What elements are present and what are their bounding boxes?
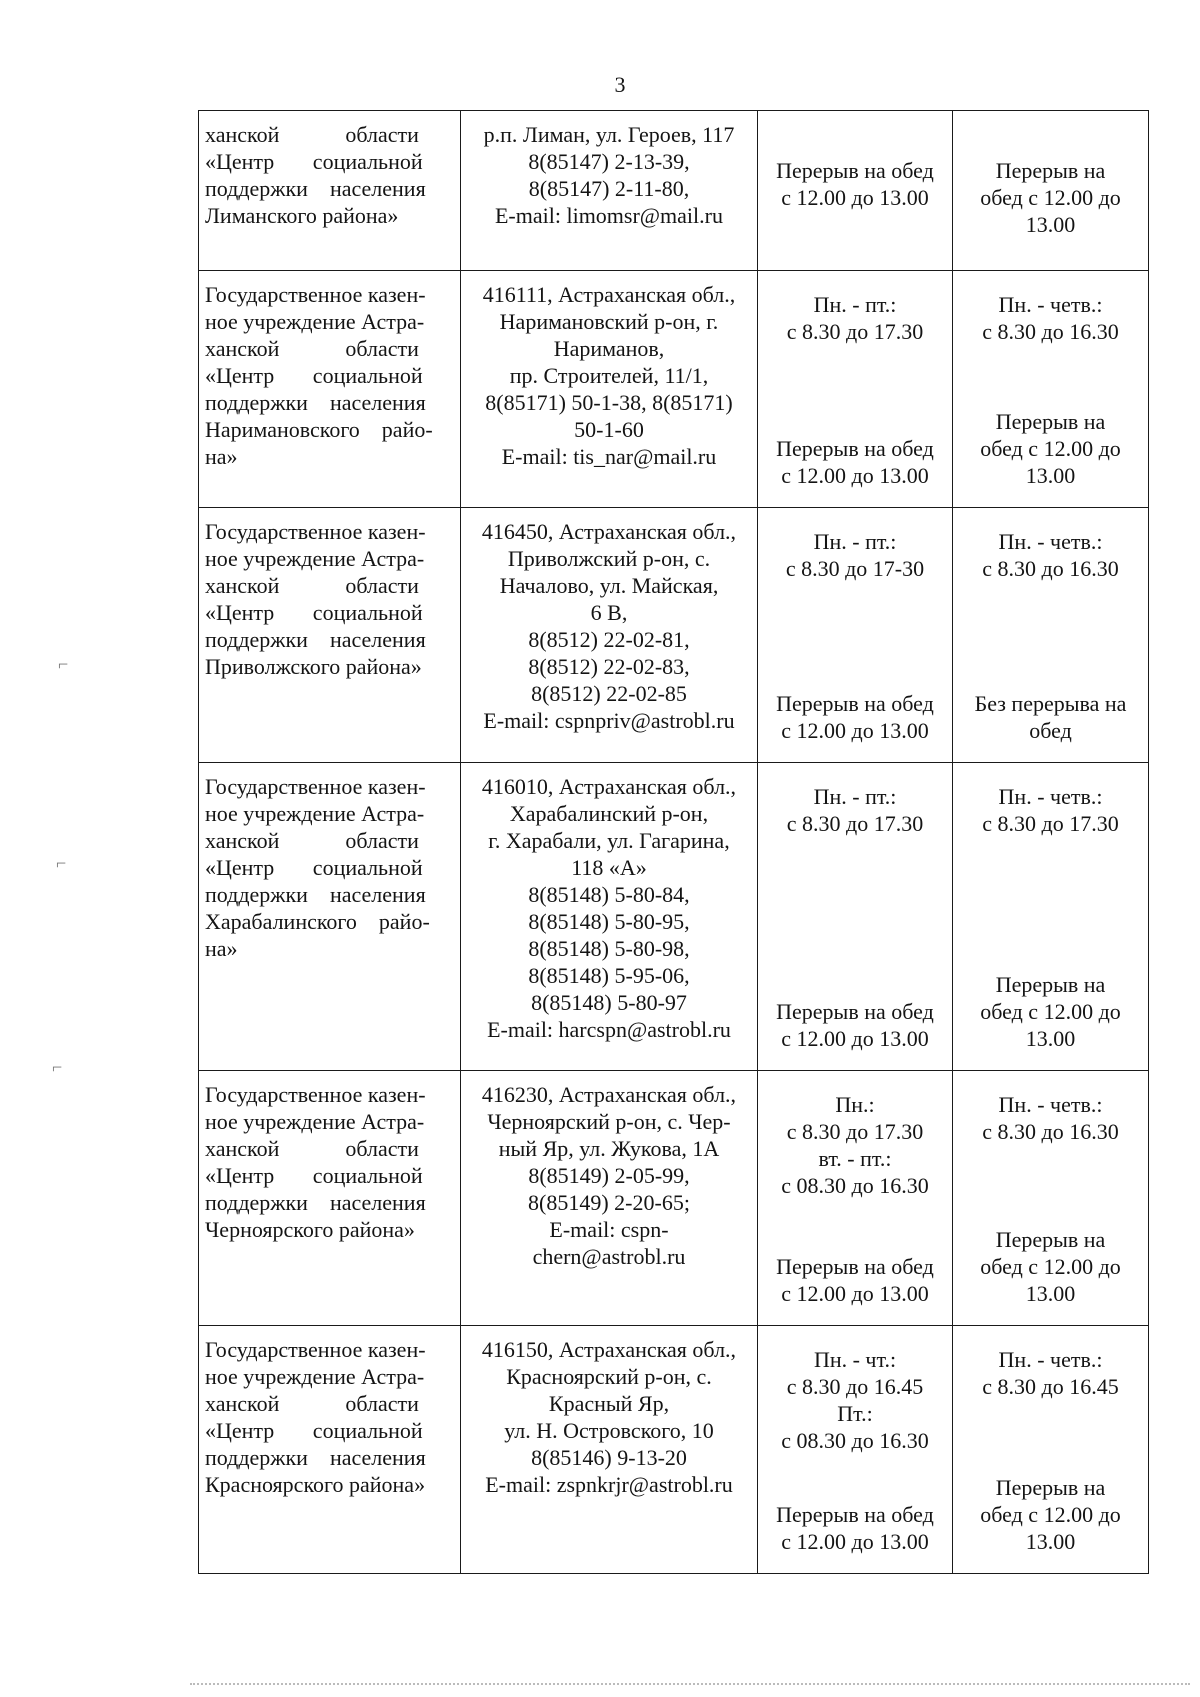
lunch-line: с 12.00 до 13.00: [781, 1281, 929, 1306]
address-cell: [461, 111, 758, 271]
lunch-line: Перерыв на обед: [776, 999, 934, 1024]
schedule-line: Пн.:: [835, 1092, 875, 1117]
working-hours-cell-content: [764, 281, 946, 499]
schedule-line: Пн. - пт.:: [813, 292, 897, 317]
schedule-line: с 8.30 до 17.30: [786, 1119, 924, 1144]
lunch-line: обед: [1029, 718, 1072, 743]
organization-line: Государственное казен-: [205, 282, 426, 307]
organization-line: «Центр социальной: [205, 363, 423, 388]
address-cell: [461, 763, 758, 1071]
address-line: Черноярский р-он, с. Чер-: [487, 1109, 731, 1134]
organization-line: поддержки населения: [205, 1190, 426, 1215]
lunch-line: обед с 12.00 до: [980, 436, 1121, 461]
schedule-line: с 08.30 до 16.30: [781, 1428, 929, 1453]
table-row: [199, 1326, 1149, 1574]
lunch-line: Перерыв на обед: [776, 1254, 934, 1279]
organization-line: Приволжского района»: [205, 654, 422, 679]
schedule-line: Пн. - пт.:: [813, 784, 897, 809]
lunch-line: Перерыв на: [995, 409, 1106, 434]
lunch-block: [959, 971, 1142, 1062]
organization-line: поддержки населения: [205, 627, 426, 652]
address-line: 8(85148) 5-80-84,: [528, 882, 690, 907]
address-line: 416111, Астраханская обл.,: [482, 282, 736, 307]
lunch-line: обед с 12.00 до: [980, 1254, 1121, 1279]
lunch-line: Перерыв на: [995, 972, 1106, 997]
schedule-line: с 8.30 до 16.45: [786, 1374, 924, 1399]
address-line: E-mail: limomsr@mail.ru: [494, 203, 723, 228]
organization-line: Государственное казен-: [205, 1082, 426, 1107]
address-line: пр. Строителей, 11/1,: [509, 363, 709, 388]
lunch-line: Перерыв на обед: [776, 436, 934, 461]
address-line: г. Харабали, ул. Гагарина,: [488, 828, 730, 853]
organization-line: поддержки населения: [205, 1445, 426, 1470]
address-line: 416450, Астраханская обл.,: [481, 519, 737, 544]
reception-hours-cell-content: [959, 1336, 1142, 1565]
schedule-block: [959, 281, 1142, 345]
address-line: Красный Яр,: [548, 1391, 670, 1416]
address-line: 8(85148) 5-80-97: [531, 990, 687, 1015]
organization-line: ханской области: [205, 573, 419, 598]
organization-line: на»: [205, 444, 238, 469]
address-line: chern@astrobl.ru: [532, 1244, 686, 1269]
schedule-block: [959, 1336, 1142, 1400]
lunch-line: 13.00: [1025, 463, 1076, 488]
schedule-block: [764, 1336, 946, 1454]
address-line: 8(85149) 2-05-99,: [528, 1163, 690, 1188]
schedule-line: вт. - пт.:: [818, 1146, 892, 1171]
address-line: Приволжский р-он, с.: [507, 546, 711, 571]
lunch-line: Перерыв на обед: [776, 691, 934, 716]
lunch-block: [959, 157, 1142, 248]
address-line: р.п. Лиман, ул. Героев, 117: [483, 122, 735, 147]
organization-line: ное учреждение Астра-: [205, 801, 425, 826]
address-line: 8(85149) 2-20-65;: [528, 1190, 690, 1215]
working-hours-cell: [758, 763, 953, 1071]
address-line: E-mail: cspn-: [549, 1217, 669, 1242]
schedule-line: Пн. - четв.:: [998, 292, 1103, 317]
address-line: 8(85147) 2-13-39,: [528, 149, 690, 174]
lunch-line: с 12.00 до 13.00: [781, 185, 929, 210]
address-line: 8(85148) 5-80-95,: [528, 909, 690, 934]
lunch-line: 13.00: [1025, 1281, 1076, 1306]
address-line: 8(85146) 9-13-20: [531, 1445, 687, 1470]
margin-mark: ⌐: [52, 1057, 63, 1077]
lunch-block: [764, 435, 946, 499]
lunch-block: [959, 690, 1142, 754]
schedule-block: [959, 121, 1142, 131]
address-cell: [461, 271, 758, 508]
organization-line: Наримановского райо-: [205, 417, 433, 442]
address-line: 8(8512) 22-02-83,: [528, 654, 690, 679]
reception-hours-cell-content: [959, 1081, 1142, 1317]
organization-line: «Центр социальной: [205, 1163, 423, 1188]
lunch-block: [959, 1226, 1142, 1317]
address-line: E-mail: zspnkrjr@astrobl.ru: [485, 1472, 733, 1497]
address-line: Наримановский р-он, г.: [499, 309, 719, 334]
organization-line: ное учреждение Астра-: [205, 309, 425, 334]
address-line: 50-1-60: [574, 417, 644, 442]
address-line: 416010, Астраханская обл.,: [481, 774, 737, 799]
address-line: 8(85171) 50-1-38, 8(85171): [485, 390, 733, 415]
lunch-line: Перерыв на: [995, 1227, 1106, 1252]
schedule-line: Пн. - чт.:: [813, 1347, 897, 1372]
working-hours-cell: [758, 508, 953, 763]
lunch-block: [764, 1253, 946, 1317]
lunch-line: Перерыв на: [995, 158, 1106, 183]
organization-line: ханской области: [205, 828, 419, 853]
working-hours-cell: [758, 111, 953, 271]
working-hours-cell-content: [764, 1336, 946, 1565]
table-row: [199, 1071, 1149, 1326]
organization-cell: [199, 271, 461, 508]
reception-hours-cell-content: [959, 773, 1142, 1062]
table-row: [199, 111, 1149, 271]
organization-line: поддержки населения: [205, 390, 426, 415]
schedule-line: Пт.:: [837, 1401, 873, 1426]
organization-cell: [199, 1326, 461, 1574]
address-line: 6 В,: [590, 600, 628, 625]
address-line: 8(8512) 22-02-81,: [528, 627, 690, 652]
working-hours-cell-content: [764, 121, 946, 262]
organization-line: Лиманского района»: [205, 203, 399, 228]
organization-line: «Центр социальной: [205, 1418, 423, 1443]
schedule-line: с 8.30 до 16.45: [982, 1374, 1119, 1399]
organization-line: ханской области: [205, 1136, 419, 1161]
schedule-block: [959, 518, 1142, 582]
address-line: Харабалинский р-он,: [509, 801, 709, 826]
address-line: E-mail: tis_nar@mail.ru: [501, 444, 717, 469]
table-row: [199, 271, 1149, 508]
lunch-line: обед с 12.00 до: [980, 185, 1121, 210]
schedule-line: с 8.30 до 16.30: [982, 556, 1119, 581]
lunch-line: с 12.00 до 13.00: [781, 1529, 929, 1554]
organization-line: на»: [205, 936, 238, 961]
lunch-block: [764, 157, 946, 221]
organization-line: Черноярского района»: [205, 1217, 415, 1242]
address-line: 8(8512) 22-02-85: [531, 681, 687, 706]
reception-hours-cell: [953, 508, 1149, 763]
lunch-line: Перерыв на обед: [776, 1502, 934, 1527]
lunch-block: [959, 1474, 1142, 1565]
organization-cell: [199, 508, 461, 763]
address-line: 8(85147) 2-11-80,: [528, 176, 690, 201]
lunch-block: [764, 690, 946, 754]
organization-line: ханской области: [205, 1391, 419, 1416]
reception-hours-cell-content: [959, 518, 1142, 754]
schedule-line: с 8.30 до 16.30: [982, 319, 1119, 344]
organization-line: ханской области: [205, 336, 419, 361]
working-hours-cell-content: [764, 1081, 946, 1317]
organization-line: ное учреждение Астра-: [205, 1364, 425, 1389]
lunch-block: [959, 408, 1142, 499]
address-line: 8(85148) 5-95-06,: [528, 963, 690, 988]
working-hours-cell: [758, 271, 953, 508]
bottom-scan-edge: [190, 1683, 1190, 1685]
schedule-block: [764, 121, 946, 131]
lunch-line: Перерыв на: [995, 1475, 1106, 1500]
organization-line: Государственное казен-: [205, 519, 426, 544]
organization-cell: [199, 111, 461, 271]
lunch-line: с 12.00 до 13.00: [781, 463, 929, 488]
address-cell: [461, 1326, 758, 1574]
working-hours-cell: [758, 1326, 953, 1574]
organization-line: Государственное казен-: [205, 774, 426, 799]
address-cell: [461, 508, 758, 763]
lunch-line: Перерыв на обед: [776, 158, 934, 183]
organization-line: «Центр социальной: [205, 600, 423, 625]
schedule-line: с 8.30 до 17-30: [785, 556, 925, 581]
schedule-line: Пн. - четв.:: [998, 784, 1103, 809]
address-line: 416150, Астраханская обл.,: [481, 1337, 737, 1362]
schedule-line: с 08.30 до 16.30: [781, 1173, 929, 1198]
address-line: Красноярский р-он, с.: [506, 1364, 712, 1389]
working-hours-cell-content: [764, 518, 946, 754]
organization-cell: [199, 1071, 461, 1326]
address-line: 416230, Астраханская обл.,: [481, 1082, 737, 1107]
schedule-block: [764, 281, 946, 345]
schedule-line: Пн. - четв.:: [998, 1347, 1103, 1372]
reception-hours-cell-content: [959, 121, 1142, 262]
schedule-line: Пн. - четв.:: [998, 529, 1103, 554]
address-line: 118 «А»: [571, 855, 647, 880]
organization-line: поддержки населения: [205, 176, 426, 201]
page-number: 3: [614, 72, 626, 97]
organization-line: «Центр социальной: [205, 855, 423, 880]
organization-line: поддержки населения: [205, 882, 426, 907]
schedule-line: Пн. - четв.:: [998, 1092, 1103, 1117]
address-cell: [461, 1071, 758, 1326]
lunch-block: [764, 998, 946, 1062]
schedule-line: с 8.30 до 17.30: [982, 811, 1119, 836]
reception-hours-cell: [953, 111, 1149, 271]
address-line: E-mail: harcspn@astrobl.ru: [487, 1017, 731, 1042]
reception-hours-cell: [953, 763, 1149, 1071]
schedule-line: с 8.30 до 17.30: [786, 811, 924, 836]
address-line: Нариманов,: [553, 336, 665, 361]
schedule-line: с 8.30 до 16.30: [982, 1119, 1119, 1144]
schedule-block: [959, 1081, 1142, 1145]
reception-hours-cell-content: [959, 281, 1142, 499]
address-line: Началово, ул. Майская,: [499, 573, 719, 598]
organization-line: ное учреждение Астра-: [205, 1109, 425, 1134]
margin-mark: ⌐: [58, 654, 69, 674]
schedule-line: Пн. - пт.:: [813, 529, 897, 554]
organization-line: ное учреждение Астра-: [205, 546, 425, 571]
lunch-line: обед с 12.00 до: [980, 999, 1121, 1024]
organization-line: Государственное казен-: [205, 1337, 426, 1362]
lunch-line: Без перерыва на: [974, 691, 1127, 716]
organization-line: Харабалинского райо-: [205, 909, 430, 934]
address-line: 8(85148) 5-80-98,: [528, 936, 690, 961]
schedule-line: с 8.30 до 17.30: [786, 319, 924, 344]
lunch-line: с 12.00 до 13.00: [781, 718, 929, 743]
schedule-block: [764, 1081, 946, 1199]
address-line: ул. Н. Островского, 10: [504, 1418, 714, 1443]
organization-line: Красноярского района»: [205, 1472, 426, 1497]
address-line: E-mail: cspnpriv@astrobl.ru: [483, 708, 735, 733]
lunch-line: обед с 12.00 до: [980, 1502, 1121, 1527]
address-line: ный Яр, ул. Жукова, 1А: [498, 1136, 720, 1161]
schedule-block: [764, 518, 946, 582]
working-hours-cell: [758, 1071, 953, 1326]
lunch-block: [764, 1501, 946, 1565]
reception-hours-cell: [953, 1071, 1149, 1326]
working-hours-cell-content: [764, 773, 946, 1062]
organization-line: ханской области: [205, 122, 419, 147]
lunch-line: 13.00: [1025, 212, 1076, 237]
organization-line: «Центр социальной: [205, 149, 423, 174]
schedule-block: [764, 773, 946, 837]
table-row: [199, 763, 1149, 1071]
margin-mark: ⌐: [56, 853, 67, 873]
table-body: [199, 111, 1149, 1574]
lunch-line: с 12.00 до 13.00: [781, 1026, 929, 1051]
lunch-line: 13.00: [1025, 1529, 1076, 1554]
lunch-line: 13.00: [1025, 1026, 1076, 1051]
table-row: [199, 508, 1149, 763]
organization-cell: [199, 763, 461, 1071]
schedule-block: [959, 773, 1142, 837]
reception-hours-cell: [953, 271, 1149, 508]
contacts-table: [198, 110, 1149, 1574]
reception-hours-cell: [953, 1326, 1149, 1574]
